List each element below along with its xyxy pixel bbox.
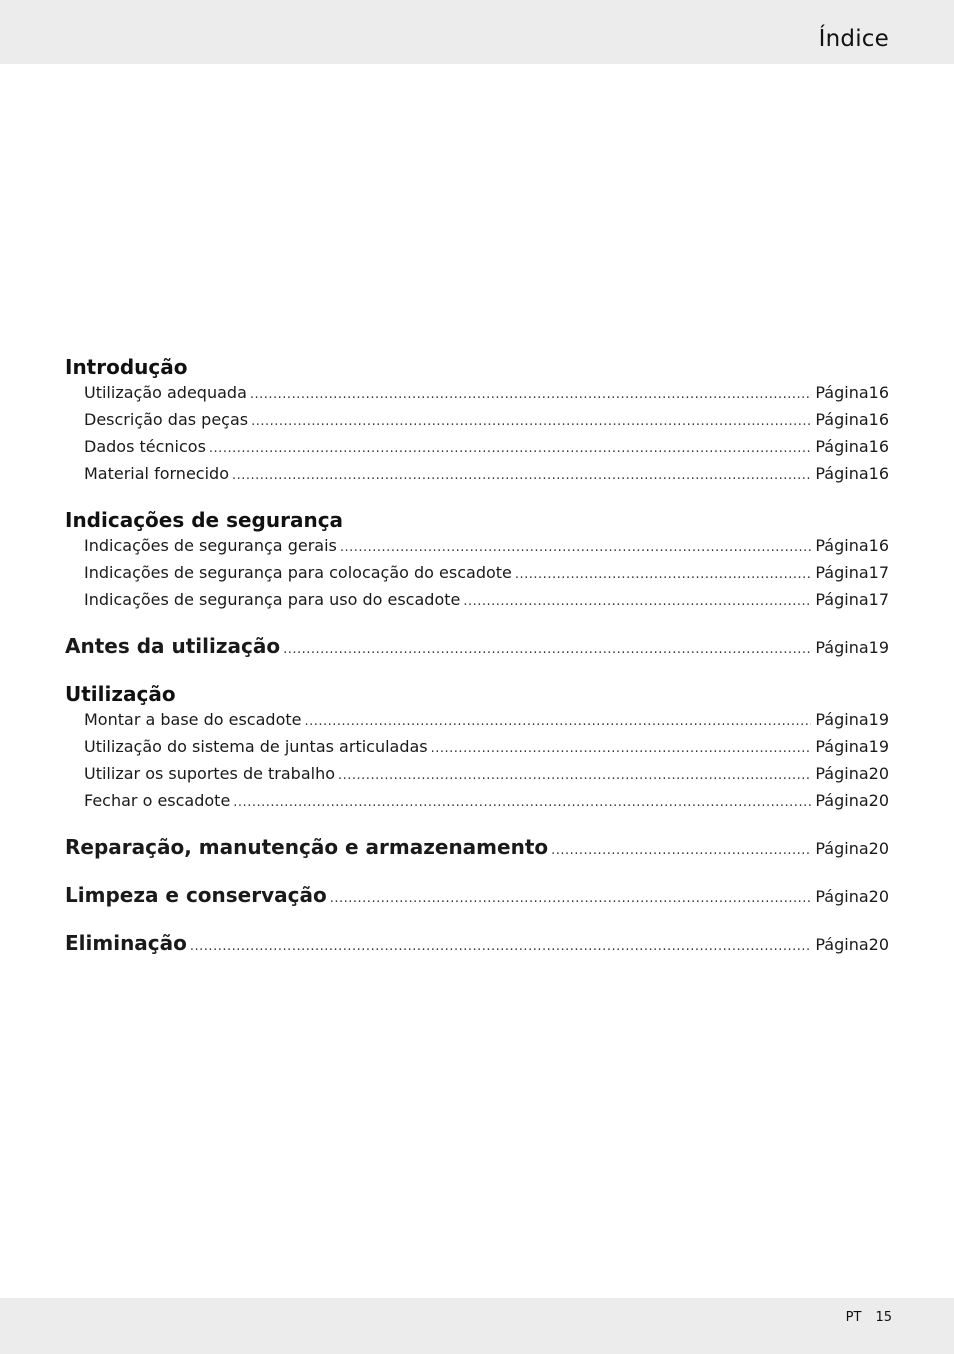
toc-page-word: Página [815,638,869,657]
toc-page-number: 16 [868,464,889,483]
footer-page-number: 15 [875,1310,892,1325]
toc-leader-dots [190,934,811,959]
toc-leader-dots [463,589,811,614]
toc-page-number: 19 [868,710,889,729]
toc-leader-dots [515,562,811,587]
toc-entry-main[interactable] [65,634,889,662]
page-title: Índice [818,26,889,52]
toc-entry-label: Utilizar os suportes de trabalho [84,764,336,783]
toc-entry-label: Dados técnicos [84,437,206,456]
toc-page-number: 20 [868,887,889,906]
toc-entry[interactable] [65,761,889,788]
toc-leader-dots [232,463,811,488]
toc-page-word: Página [815,764,869,783]
toc-page-number: 19 [868,638,889,657]
toc-page-word: Página [815,563,869,582]
toc-heading: Eliminação [65,931,187,955]
toc-entry-main[interactable] [65,931,889,959]
toc-page-number: 17 [868,563,889,582]
toc-leader-dots [209,436,811,461]
toc-heading: Reparação, manutenção e armazenamento [65,835,549,859]
toc-page-word: Página [815,464,869,483]
toc-page-word: Página [815,935,869,954]
toc-section [65,355,889,488]
toc-section [65,883,889,911]
toc-entry[interactable] [65,734,889,761]
toc-entry[interactable] [65,587,889,614]
toc-section [65,835,889,863]
toc-heading: Indicações de segurança [65,508,344,532]
toc-entry-label: Indicações de segurança para uso do escadote [84,590,461,609]
toc-entry-label: Utilização adequada [84,383,247,402]
toc-section [65,931,889,959]
toc-entry[interactable] [65,461,889,488]
toc-leader-dots [551,838,811,863]
toc-page-number: 16 [868,536,889,555]
toc-page-word: Página [815,536,869,555]
toc-page-word: Página [815,590,869,609]
toc-page-number: 16 [868,410,889,429]
toc-page-word: Página [815,437,869,456]
toc-page-number: 16 [868,437,889,456]
toc-page-number: 20 [868,935,889,954]
toc-entry-label: Utilização do sistema de juntas articuladas [84,737,428,756]
toc-entry[interactable] [65,707,889,734]
toc-page-word: Página [815,410,869,429]
toc-leader-dots [338,763,811,788]
toc-page-number: 20 [868,839,889,858]
toc-heading: Introdução [65,355,188,379]
toc-entry[interactable] [65,560,889,587]
toc-heading: Utilização [65,682,176,706]
toc-entry[interactable] [65,380,889,407]
toc-entry-label: Material fornecido [84,464,229,483]
header-band [0,0,954,64]
toc-entry[interactable] [65,788,889,815]
toc-leader-dots [431,736,812,761]
toc-entry-main[interactable] [65,835,889,863]
toc-page-number: 17 [868,590,889,609]
toc-page-word: Página [815,710,869,729]
toc-page-word: Página [815,887,869,906]
toc-section [65,634,889,662]
toc-page-word: Página [815,383,869,402]
toc-leader-dots [233,790,811,815]
toc-page-number: 19 [868,737,889,756]
toc-leader-dots [340,535,812,560]
toc-entry-label: Montar a base do escadote [84,710,302,729]
footer-language: PT [845,1310,862,1325]
toc-heading: Antes da utilização [65,634,281,658]
toc-heading: Limpeza e conservação [65,883,327,907]
toc-leader-dots [330,886,812,911]
toc-page-number: 16 [868,383,889,402]
toc-page-word: Página [815,791,869,810]
toc-entry[interactable] [65,434,889,461]
toc-leader-dots [304,709,811,734]
toc-section [65,508,889,614]
toc-leader-dots [250,382,811,407]
footer-band [0,1298,954,1354]
toc-entry-label: Fechar o escadote [84,791,231,810]
toc-leader-dots [283,637,811,662]
footer-text [846,1310,892,1325]
toc-entry-label: Descrição das peças [84,410,249,429]
toc-entry-label: Indicações de segurança gerais [84,536,337,555]
toc-entry-label: Indicações de segurança para colocação do escadote [84,563,512,582]
toc-entry-main[interactable] [65,883,889,911]
toc-section [65,682,889,815]
toc-page-word: Página [815,737,869,756]
toc-page-number: 20 [868,791,889,810]
toc-leader-dots [251,409,811,434]
toc-page-number: 20 [868,764,889,783]
table-of-contents [65,355,889,979]
toc-page-word: Página [815,839,869,858]
toc-entry[interactable] [65,533,889,560]
toc-entry[interactable] [65,407,889,434]
